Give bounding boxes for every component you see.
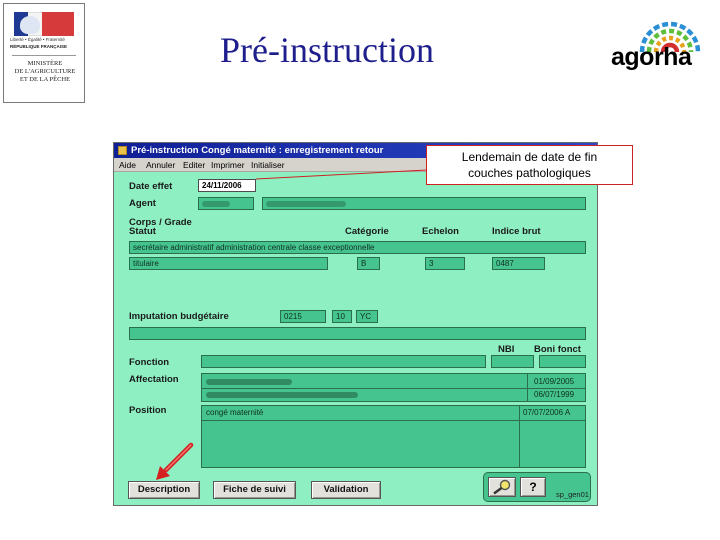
- position-list[interactable]: [201, 405, 586, 468]
- categorie-label: Catégorie: [345, 226, 389, 237]
- menu-initialiser[interactable]: Initialiser: [251, 160, 285, 170]
- fonction-label: Fonction: [129, 357, 170, 368]
- echelon-label: Echelon: [422, 226, 459, 237]
- date-effet-field[interactable]: 24/11/2006: [198, 179, 256, 192]
- nbi-label: NBI: [498, 344, 515, 355]
- fonction-field[interactable]: [201, 355, 486, 368]
- slide-title: Pré-instruction: [220, 30, 434, 70]
- menu-aide[interactable]: Aide: [119, 160, 137, 170]
- help-button[interactable]: ?: [520, 477, 546, 497]
- indice-brut-field[interactable]: 0487: [492, 257, 545, 270]
- agent-id-field[interactable]: [198, 197, 254, 210]
- ministry-name: MINISTÈRE DE L'AGRICULTURE ET DE LA PÊCHE: [14, 60, 76, 83]
- agent-label: Agent: [129, 198, 156, 209]
- imputation-detail-field[interactable]: [129, 327, 586, 340]
- republic-motto: Liberté • Égalité • Fraternité: [10, 37, 65, 42]
- magnifier-icon: [489, 478, 515, 496]
- imputation-label: Imputation budgétaire: [129, 311, 229, 322]
- affectation-list[interactable]: [201, 373, 586, 402]
- menu-editer[interactable]: Editer: [183, 160, 206, 170]
- agent-name-field[interactable]: [262, 197, 586, 210]
- imputation-code-3[interactable]: YC: [356, 310, 378, 323]
- imputation-code-1[interactable]: 0215: [280, 310, 326, 323]
- agorha-logo-text: agorha: [611, 43, 692, 71]
- categorie-field[interactable]: B: [357, 257, 380, 270]
- boni-fonct-field[interactable]: [539, 355, 586, 368]
- affectation-label: Affectation: [129, 374, 179, 385]
- nbi-field[interactable]: [491, 355, 534, 368]
- grade-field[interactable]: secrétaire administratif administration centrale classe exceptionnelle: [129, 241, 586, 254]
- boni-fonct-label: Boni fonct: [534, 344, 581, 355]
- affectation-row[interactable]: 06/07/1999: [202, 389, 585, 401]
- menu-annuler[interactable]: Annuler: [146, 160, 176, 170]
- app-icon: [118, 146, 127, 155]
- echelon-field[interactable]: 3: [425, 257, 465, 270]
- imputation-code-2[interactable]: 10: [332, 310, 352, 323]
- search-button[interactable]: [488, 477, 516, 497]
- ministry-logo: [3, 3, 85, 103]
- callout-line-1: Lendemain de date de fin: [461, 150, 598, 164]
- fiche-suivi-button[interactable]: Fiche de suivi: [213, 481, 296, 499]
- indice-brut-label: Indice brut: [492, 226, 541, 237]
- position-row[interactable]: congé maternité 07/07/2006 A: [206, 408, 571, 417]
- affectation-row[interactable]: 01/09/2005: [202, 376, 585, 388]
- statut-label: Statut: [129, 226, 156, 237]
- annotation-callout: [426, 145, 633, 185]
- description-button[interactable]: Description: [128, 481, 200, 499]
- window-title: Pré-instruction Congé maternité : enregistrement retour: [131, 145, 384, 156]
- republic-name: RÉPUBLIQUE FRANÇAISE: [10, 44, 68, 49]
- menu-imprimer[interactable]: Imprimer: [211, 160, 245, 170]
- callout-line-2: couches pathologiques: [468, 166, 591, 180]
- position-label: Position: [129, 405, 167, 416]
- tool-panel: [483, 472, 591, 502]
- corps-grade-label: Corps / Grade: [129, 217, 192, 228]
- date-effet-label: Date effet: [129, 181, 173, 192]
- screen-code: sp_gen01: [556, 490, 589, 499]
- validation-button[interactable]: Validation: [311, 481, 381, 499]
- marianne-flag-icon: [14, 12, 74, 36]
- app-window: [113, 142, 598, 506]
- statut-field[interactable]: titulaire: [129, 257, 328, 270]
